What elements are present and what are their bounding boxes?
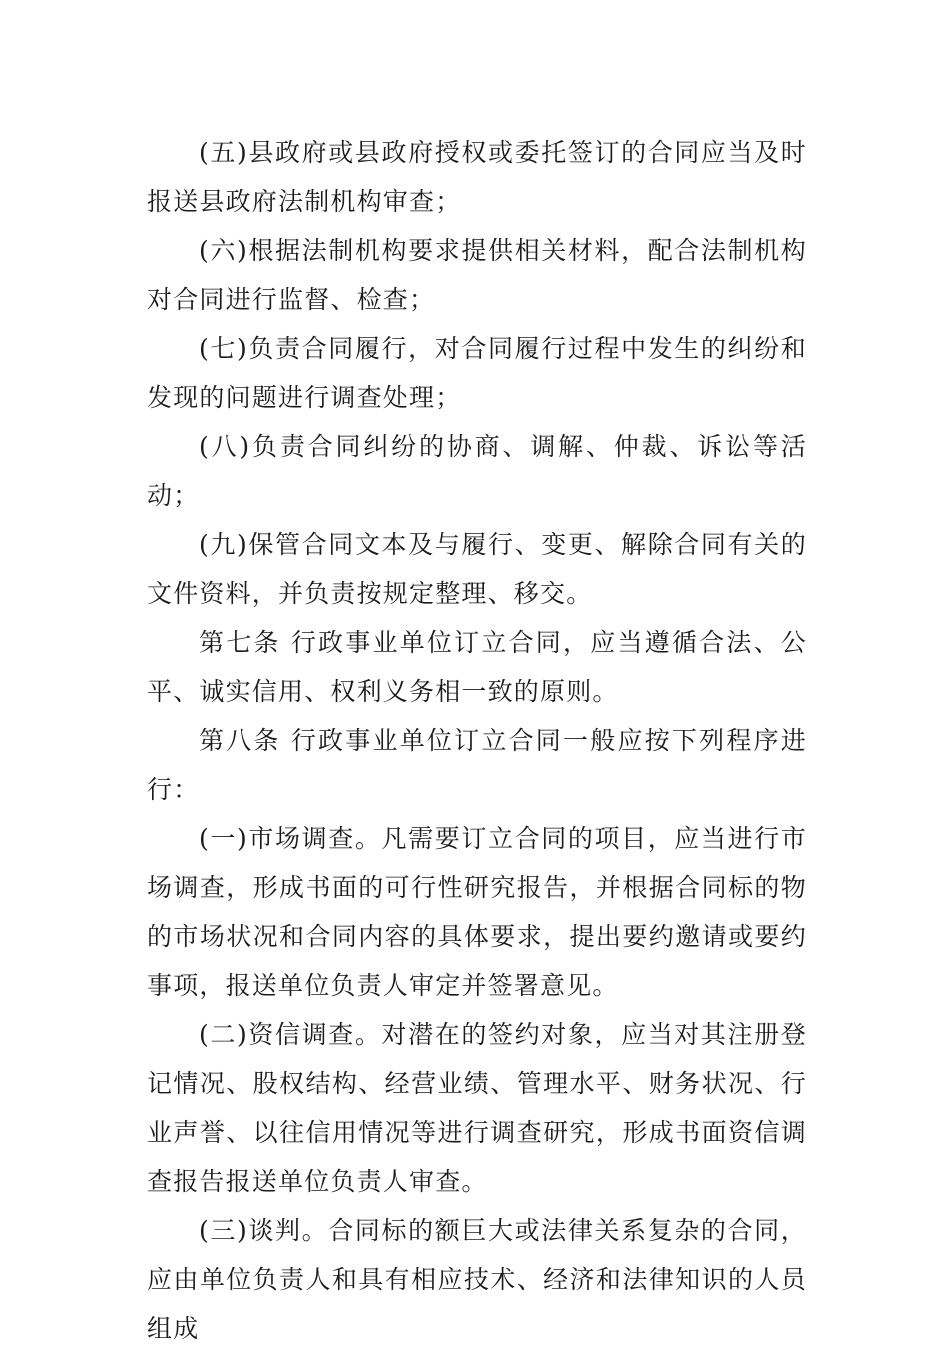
paragraph-clause-5: (五)县政府或县政府授权或委托签订的合同应当及时报送县政府法制机构审查； (147, 138, 807, 216)
paragraph-item-2-credit-investigation: (二)资信调查。对潜在的签约对象，应当对其注册登记情况、股权结构、经营业绩、管理水平、财务状况、行业声誉、以往信用情况等进行调查研究，形成书面资信调查报告报送单位负责人审查。 (147, 1020, 807, 1196)
document-body (147, 128, 807, 1353)
paragraph-clause-7: (七)负责合同履行，对合同履行过程中发生的纠纷和发现的问题进行调查处理； (147, 334, 807, 412)
paragraph-item-1-market-survey: (一)市场调查。凡需要订立合同的项目，应当进行市场调查，形成书面的可行性研究报告，并根据合同标的物的市场状况和合同内容的具体要求，提出要约邀请或要约事项，报送单位负责人审定并签署意见。 (147, 824, 807, 1000)
paragraph-clause-6: (六)根据法制机构要求提供相关材料，配合法制机构对合同进行监督、检查； (147, 236, 807, 314)
paragraph-article-7: 第七条 行政事业单位订立合同，应当遵循合法、公平、诚实信用、权利义务相一致的原则。 (147, 628, 807, 706)
paragraph-clause-9: (九)保管合同文本及与履行、变更、解除合同有关的文件资料，并负责按规定整理、移交。 (147, 530, 807, 608)
paragraph-article-8: 第八条 行政事业单位订立合同一般应按下列程序进行： (147, 726, 807, 804)
paragraph-item-3-negotiation: (三)谈判。合同标的额巨大或法律关系复杂的合同，应由单位负责人和具有相应技术、经济和法律知识的人员组成 (147, 1216, 807, 1343)
paragraph-clause-8: (八)负责合同纠纷的协商、调解、仲裁、诉讼等活动； (147, 432, 807, 510)
